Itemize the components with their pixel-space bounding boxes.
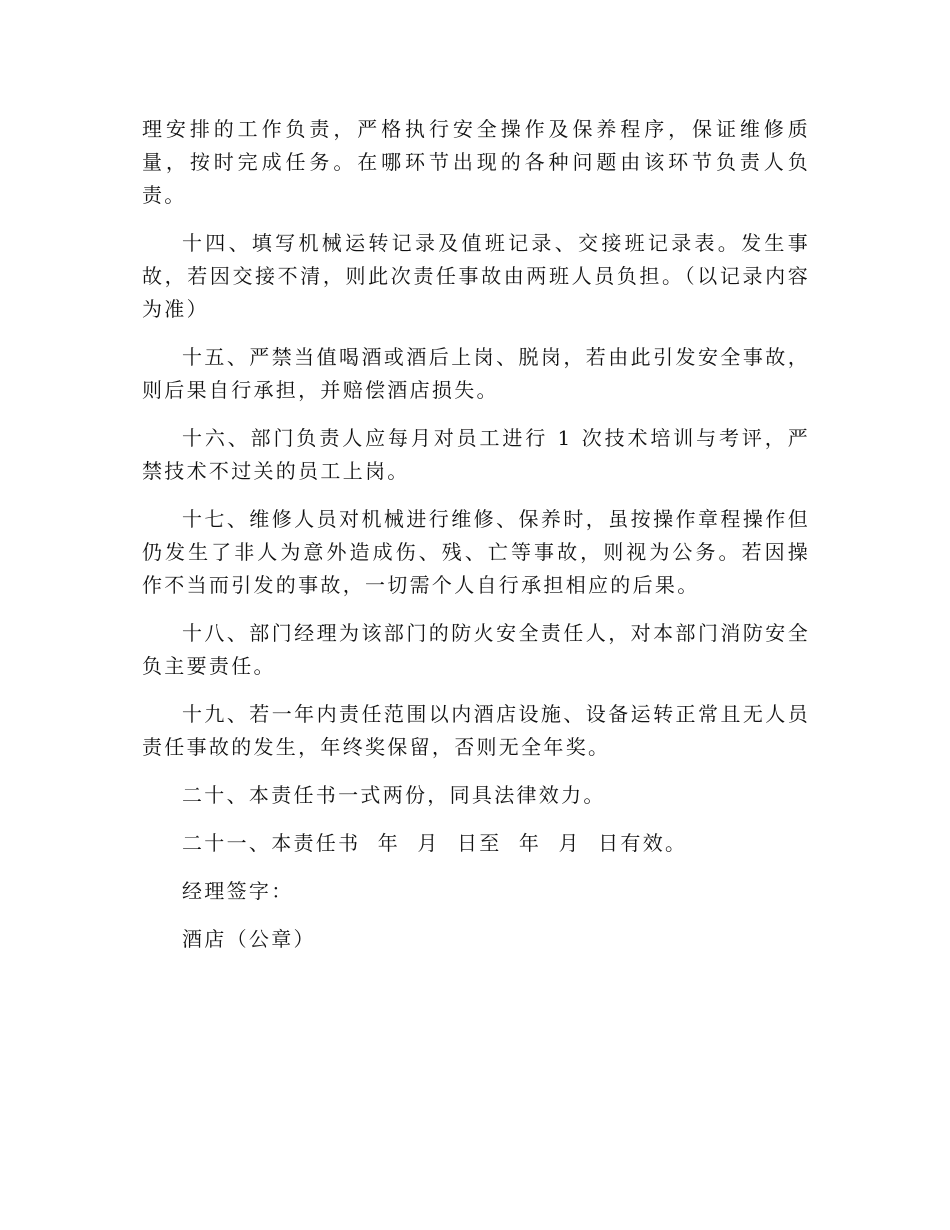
paragraph-clause-18: 十八、部门经理为该部门的防火安全责任人，对本部门消防安全负主要责任。 bbox=[142, 621, 810, 678]
hotel-seal-line: 酒店（公章） bbox=[182, 927, 316, 951]
paragraph-clause-20: 二十、本责任书一式两份，同具法律效力。 bbox=[182, 783, 606, 807]
paragraph-clause-16: 十六、部门负责人应每月对员工进行 1 次技术培训与考评，严禁技术不过关的员工上岗。 bbox=[142, 426, 810, 483]
manager-signature-line: 经理签字： bbox=[182, 879, 294, 903]
paragraph-continuation: 理安排的工作负责，严格执行安全操作及保养程序，保证维修质量，按时完成任务。在哪环节出现的各种问题由该环节负责人负责。 bbox=[142, 117, 810, 207]
paragraph-clause-21: 二十一、本责任书 年 月 日至 年 月 日有效。 bbox=[182, 831, 688, 855]
paragraph-clause-19: 十九、若一年内责任范围以内酒店设施、设备运转正常且无人员责任事故的发生，年终奖保留，否则无全年奖。 bbox=[142, 702, 810, 759]
paragraph-clause-14: 十四、填写机械运转记录及值班记录、交接班记录表。发生事故，若因交接不清，则此次责任事故由两班人员负担。（以记录内容为准） bbox=[142, 231, 810, 321]
paragraph-clause-17: 十七、维修人员对机械进行维修、保养时，虽按操作章程操作但仍发生了非人为意外造成伤、残、亡等事故，则视为公务。若因操作不当而引发的事故，一切需个人自行承担相应的后果。 bbox=[142, 507, 810, 597]
paragraph-clause-15: 十五、严禁当值喝酒或酒后上岗、脱岗，若由此引发安全事故，则后果自行承担，并赔偿酒店损失。 bbox=[142, 345, 810, 402]
document-body bbox=[142, 113, 810, 971]
